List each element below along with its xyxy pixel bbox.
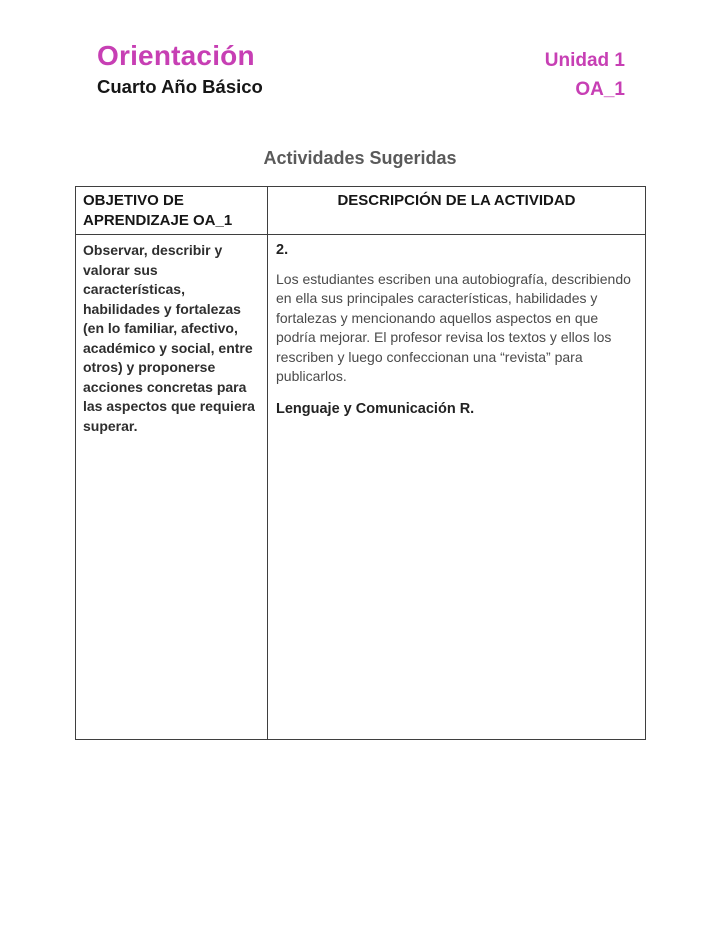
table-header-row xyxy=(76,187,646,235)
unit-label: Unidad 1 xyxy=(544,50,625,71)
activities-table xyxy=(75,186,646,740)
oa-code-label: OA_1 xyxy=(575,79,625,100)
description-column-header: DESCRIPCIÓN DE LA ACTIVIDAD xyxy=(268,187,646,235)
table-row xyxy=(76,235,646,740)
document-header-left xyxy=(97,40,263,99)
activity-reference: Lenguaje y Comunicación R. xyxy=(276,400,475,417)
subject-title: Orientación xyxy=(97,40,255,71)
document-header-right xyxy=(545,49,625,101)
objective-column-header: OBJETIVO DE APRENDIZAJE OA_1 xyxy=(76,187,268,235)
activity-description: Los estudiantes escriben una autobiografía, describiendo en ella sus principales características, habilidades y fortalezas y mencionando aquellos aspectos en que podría mejorar. El profesor revisa los textos y ellos los rescriben y luego confeccionan una “revista” para publicarlos. xyxy=(276,270,631,384)
section-title: Actividades Sugeridas xyxy=(263,148,457,168)
description-cell xyxy=(268,235,646,740)
objective-cell: Observar, describir y valorar sus características, habilidades y fortalezas (en lo familiar, afectivo, académico y social, entre otros) y proponerse acciones concretas para las aspectos que requiera superar. xyxy=(76,235,268,740)
activity-number: 2. xyxy=(276,242,289,258)
grade-subtitle: Cuarto Año Básico xyxy=(97,76,263,97)
